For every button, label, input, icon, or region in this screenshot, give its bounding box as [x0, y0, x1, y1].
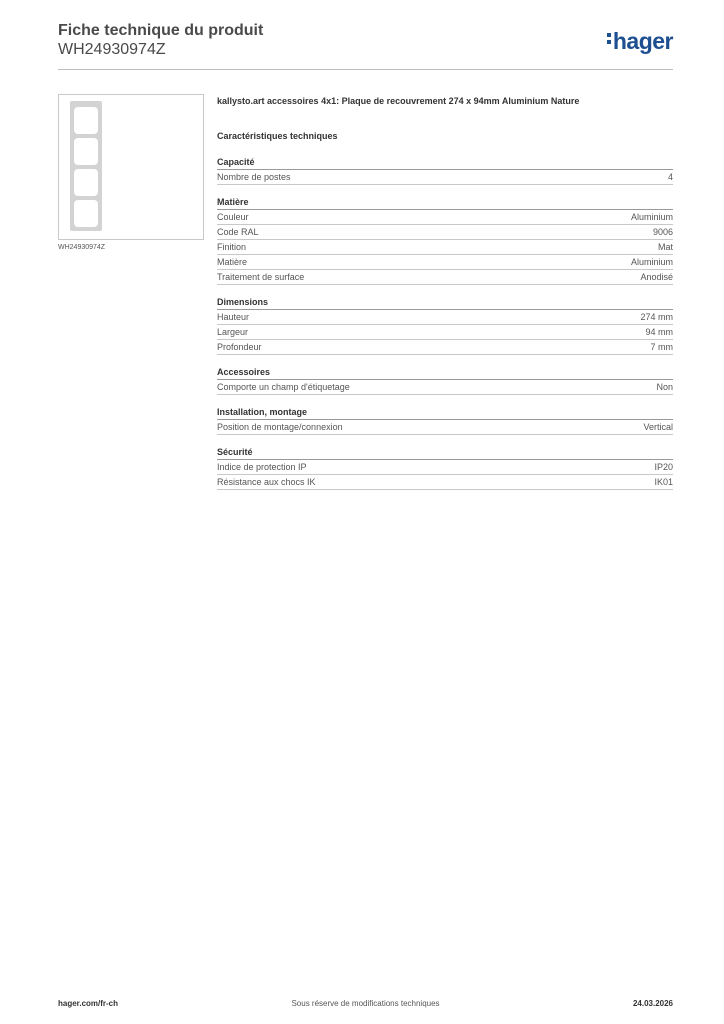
spec-value: Non	[656, 382, 673, 392]
footer-website-link[interactable]: hager.com/fr-ch	[58, 999, 119, 1008]
image-caption: WH24930974Z	[58, 244, 106, 251]
spec-value: IK01	[654, 477, 673, 487]
spec-label: Résistance aux chocs IK	[217, 477, 316, 487]
spec-section	[217, 447, 673, 490]
logo-text: hager	[612, 28, 673, 54]
spec-row	[217, 380, 673, 395]
spec-value: Anodisé	[640, 272, 673, 282]
spec-row	[217, 240, 673, 255]
spec-row	[217, 325, 673, 340]
product-description: kallysto.art accessoires 4x1: Plaque de recouvrement 274 x 94mm Aluminium Nature	[217, 96, 580, 106]
spec-row	[217, 270, 673, 285]
spec-label: Indice de protection IP	[217, 462, 307, 472]
spec-value: Vertical	[643, 422, 673, 432]
spec-section	[217, 157, 673, 185]
logo-dots-icon	[607, 33, 611, 47]
spec-row	[217, 420, 673, 435]
spec-value: IP20	[654, 462, 673, 472]
spec-label: Nombre de postes	[217, 172, 291, 182]
plate-opening	[74, 107, 98, 134]
section-title: Sécurité	[217, 447, 673, 460]
spec-section	[217, 197, 673, 285]
spec-value: 7 mm	[650, 342, 673, 352]
spec-label: Largeur	[217, 327, 249, 337]
spec-label: Couleur	[217, 212, 249, 222]
spec-row	[217, 255, 673, 270]
spec-value: Aluminium	[630, 257, 673, 267]
spec-heading: Caractéristiques techniques	[217, 131, 338, 141]
spec-sections	[217, 157, 673, 490]
spec-label: Profondeur	[217, 342, 262, 352]
spec-section	[217, 297, 673, 355]
page-header	[58, 20, 673, 70]
spec-value: 9006	[652, 227, 673, 237]
section-title: Accessoires	[217, 367, 673, 380]
footer-disclaimer: Sous réserve de modifications techniques	[291, 999, 440, 1008]
spec-value: Mat	[657, 242, 673, 252]
section-title: Capacité	[217, 157, 673, 170]
spec-label: Position de montage/connexion	[217, 422, 343, 432]
plate-opening	[74, 138, 98, 165]
spec-row	[217, 225, 673, 240]
spec-label: Finition	[217, 242, 247, 252]
spec-value: 4	[667, 172, 673, 182]
spec-row	[217, 475, 673, 490]
spec-row	[217, 340, 673, 355]
plate-opening	[74, 200, 98, 227]
section-title: Dimensions	[217, 297, 673, 310]
spec-value: 274 mm	[640, 312, 673, 322]
document-title: Fiche technique du produit	[58, 22, 264, 39]
specifications	[217, 96, 673, 502]
spec-value: Aluminium	[630, 212, 673, 222]
section-title: Installation, montage	[217, 407, 673, 420]
spec-row	[217, 310, 673, 325]
product-reference: WH24930974Z	[58, 41, 166, 58]
spec-label: Comporte un champ d'étiquetage	[217, 382, 350, 392]
cover-plate-graphic	[70, 101, 102, 231]
spec-label: Traitement de surface	[217, 272, 305, 282]
spec-value: 94 mm	[645, 327, 673, 337]
spec-label: Hauteur	[217, 312, 250, 322]
spec-row	[217, 210, 673, 225]
plate-opening	[74, 169, 98, 196]
hager-logo	[607, 28, 673, 55]
section-title: Matière	[217, 197, 673, 210]
spec-row	[217, 460, 673, 475]
footer-date: 24.03.2026	[632, 999, 673, 1008]
spec-label: Code RAL	[217, 227, 259, 237]
spec-row	[217, 170, 673, 185]
product-image	[58, 94, 204, 240]
spec-section	[217, 407, 673, 435]
spec-section	[217, 367, 673, 395]
spec-label: Matière	[217, 257, 248, 267]
